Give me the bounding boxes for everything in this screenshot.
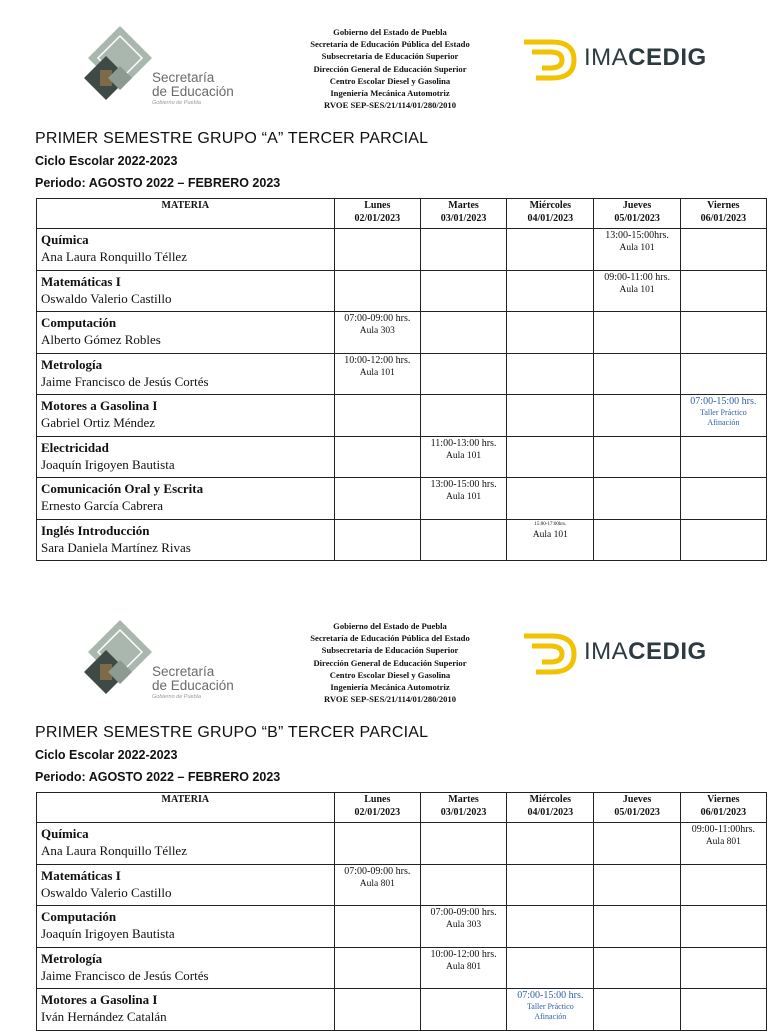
teacher-name: Iván Hernández Catalán: [41, 1009, 167, 1024]
puebla-seal-icon: [82, 620, 152, 702]
schedule-slot: [420, 519, 506, 561]
subject-cell: [37, 906, 335, 948]
subject-name: Comunicación Oral y Escrita: [41, 481, 204, 496]
subject-name: Metrología: [41, 356, 103, 372]
column-header-day: [420, 793, 506, 823]
subject-cell: [37, 229, 335, 271]
schedule-slot: [680, 436, 766, 478]
institution-line: Subsecretaría de Educación Superior: [321, 51, 459, 62]
logo-line2: de Educación: [152, 678, 234, 693]
secretaria-educacion-logo: [82, 620, 242, 706]
slot-content: [421, 906, 506, 932]
schedule-table-a: [36, 198, 767, 561]
schedule-slot: [334, 312, 420, 354]
slot-content: [594, 271, 679, 297]
logo-line1: Secretaría: [152, 664, 215, 679]
subject-name: Computación: [41, 909, 117, 924]
column-date: 05/01/2023: [614, 806, 660, 818]
schedule-slot: [420, 312, 506, 354]
subject-name: Motores a Gasolina I: [41, 398, 158, 413]
slot-room: Aula 303: [359, 326, 395, 336]
ciclo-escolar: Ciclo Escolar 2022-2023: [35, 154, 178, 168]
slot-room: Aula 801: [705, 837, 741, 847]
column-header-day: [507, 199, 594, 229]
schedule-slot: [680, 864, 766, 906]
subject-cell: [37, 823, 335, 865]
schedule-slot: [334, 270, 420, 312]
logo-tagline: Gobierno de Puebla: [152, 100, 201, 106]
table-row: [37, 229, 767, 271]
schedule-slot: [507, 312, 594, 354]
subject-name: Motores a Gasolina I: [41, 992, 158, 1007]
slot-room: Aula 101: [446, 492, 482, 502]
schedule-slot: [334, 519, 420, 561]
slot-room: Aula 101: [359, 367, 395, 378]
subject-cell: [37, 395, 335, 437]
teacher-name: Sara Daniela Martínez Rivas: [41, 539, 191, 555]
column-date: 05/01/2023: [614, 212, 660, 224]
schedule-slot: [507, 353, 594, 395]
schedule-slot: [420, 353, 506, 395]
slot-room: Aula 801: [359, 878, 395, 889]
slot-room: Taller Práctico: [526, 1002, 574, 1011]
institution-line: Centro Escolar Diesel y Gasolina: [329, 75, 451, 86]
schedule-slot: [680, 519, 766, 561]
column-header-day: [594, 793, 680, 823]
table-row: [37, 519, 767, 561]
institution-line: Dirección General de Educación Superior: [313, 63, 467, 74]
subject-cell: [37, 353, 335, 395]
schedule-slot: [594, 823, 680, 865]
table-row: [37, 395, 767, 437]
imacedig-logo: [522, 630, 712, 680]
teacher-name: Joaquín Irigoyen Bautista: [41, 926, 175, 941]
subject-name: Inglés Introducción: [41, 522, 150, 538]
slot-room: Afinación: [707, 418, 740, 427]
imacedig-mark-icon: [522, 36, 578, 84]
schedule-slot: [334, 229, 420, 271]
teacher-name: Gabriel Ortiz Méndez: [41, 415, 156, 430]
subject-name: Matemáticas I: [41, 273, 121, 289]
slot-hours: 13:00-15:00 hrs.: [430, 479, 497, 490]
slot-content: [421, 437, 506, 463]
column-header-materia: [37, 793, 335, 823]
imacedig-mark-icon: [522, 630, 578, 678]
schedule-slot: [420, 229, 506, 271]
schedule-slot: [680, 229, 766, 271]
slot-content: [421, 478, 506, 504]
subject-name: Electricidad: [41, 439, 109, 455]
secretaria-educacion-logo: [82, 26, 242, 112]
schedule-slot: [334, 436, 420, 478]
slot-room: Aula 101: [446, 450, 482, 461]
subject-cell: [37, 864, 335, 906]
periodo: Periodo: AGOSTO 2022 – FEBRERO 2023: [35, 770, 281, 784]
column-day: MATERIA: [161, 200, 210, 211]
column-day: Miércoles: [529, 200, 572, 211]
schedule-slot: [594, 436, 680, 478]
slot-hours: 10:00-12:00 hrs.: [430, 948, 497, 960]
column-header-day: [334, 793, 420, 823]
schedule-slot: [507, 270, 594, 312]
schedule-slot: [594, 312, 680, 354]
slot-content: [335, 312, 420, 338]
column-header-day: [420, 199, 506, 229]
slot-content: [681, 395, 766, 428]
institution-line: Centro Escolar Diesel y Gasolina: [329, 669, 451, 680]
slot-hours: 13:00-15:00hrs.: [605, 230, 669, 241]
institution-header: [270, 620, 510, 705]
teacher-name: Jaime Francisco de Jesús Cortés: [41, 373, 209, 389]
column-header-day: [594, 199, 680, 229]
schedule-slot: [420, 436, 506, 478]
schedule-slot: [507, 906, 594, 948]
column-day: Jueves: [622, 794, 652, 805]
schedule-slot: [420, 823, 506, 865]
table-row: [37, 353, 767, 395]
column-date: 02/01/2023: [354, 212, 401, 224]
teacher-name: Ernesto García Cabrera: [41, 498, 163, 513]
slot-hours: 07:00-09:00 hrs.: [430, 907, 497, 918]
schedule-slot: [680, 823, 766, 865]
ciclo-escolar: Ciclo Escolar 2022-2023: [35, 748, 178, 762]
institution-line: Secretaría de Educación Pública del Estado: [310, 39, 470, 50]
slot-content: [507, 989, 593, 1022]
logo-tagline: Gobierno de Puebla: [152, 694, 201, 700]
schedule-slot: [680, 947, 766, 989]
column-day: Lunes: [364, 200, 391, 211]
schedule-slot: [594, 353, 680, 395]
schedule-slot: [594, 519, 680, 561]
schedule-slot: [334, 353, 420, 395]
teacher-name: Alberto Gómez Robles: [41, 332, 161, 347]
slot-hours: 09:00-11:00hrs.: [691, 824, 755, 835]
column-day: Viernes: [707, 794, 740, 805]
schedule-slot: [420, 478, 506, 520]
table-row: [37, 864, 767, 906]
column-header-day: [507, 793, 594, 823]
imacedig-wordmark: IMACEDIG: [584, 44, 707, 71]
institution-line: Gobierno del Estado de Puebla: [333, 27, 447, 37]
schedule-slot: [594, 395, 680, 437]
schedule-slot: [507, 436, 594, 478]
logo-line2: de Educación: [152, 84, 234, 99]
schedule-slot: [507, 864, 594, 906]
schedule-slot: [507, 478, 594, 520]
subject-cell: [37, 519, 335, 561]
column-date: 03/01/2023: [440, 806, 487, 818]
subject-name: Matemáticas I: [41, 867, 121, 883]
slot-room: Afinación: [534, 1012, 567, 1021]
slot-hours: 07:00-09:00 hrs.: [344, 865, 411, 877]
schedule-slot: [334, 395, 420, 437]
schedule-slot: [507, 947, 594, 989]
schedule-slot: [680, 395, 766, 437]
slot-content: [594, 229, 679, 255]
imacedig-wordmark: IMACEDIG: [584, 638, 707, 665]
teacher-name: Oswaldo Valerio Castillo: [41, 290, 172, 306]
institution-line: Dirección General de Educación Superior: [313, 657, 467, 668]
schedule-slot: [594, 270, 680, 312]
institution-line: Gobierno del Estado de Puebla: [333, 621, 447, 631]
column-day: Jueves: [622, 200, 652, 211]
slot-content: [507, 520, 593, 542]
column-day: Martes: [448, 200, 479, 211]
schedule-slot: [334, 478, 420, 520]
subject-name: Química: [41, 232, 89, 247]
schedule-table-b: [36, 792, 767, 1031]
column-header-day: [680, 793, 766, 823]
slot-hours: 07:00-09:00 hrs.: [344, 313, 411, 324]
schedule-slot: [594, 864, 680, 906]
subject-cell: [37, 270, 335, 312]
subject-cell: [37, 478, 335, 520]
column-day: Lunes: [364, 794, 391, 805]
slot-hours: 11:00-13:00 hrs.: [430, 437, 497, 449]
institution-line: Ingeniería Mecánica Automotriz: [330, 88, 450, 99]
institution-line: Subsecretaría de Educación Superior: [321, 645, 459, 656]
header-row: [37, 199, 767, 229]
slot-hours: 10:00-12:00 hrs.: [344, 354, 411, 366]
column-day: Viernes: [707, 200, 740, 211]
schedule-slot: [334, 906, 420, 948]
logo-line1: Secretaría: [152, 70, 215, 85]
header-row: [37, 793, 767, 823]
institution-line: Secretaría de Educación Pública del Estado: [310, 633, 470, 644]
teacher-name: Ana Laura Ronquillo Téllez: [41, 843, 187, 858]
table-row: [37, 312, 767, 354]
slot-hours: 07:00-15:00 hrs.: [517, 990, 584, 1001]
column-date: 06/01/2023: [700, 212, 747, 224]
table-row: [37, 270, 767, 312]
group-title: PRIMER SEMESTRE GRUPO “A” TERCER PARCIAL: [35, 130, 429, 147]
column-day: Martes: [448, 794, 479, 805]
imacedig-logo: [522, 36, 712, 86]
slot-room: Taller Práctico: [699, 408, 747, 417]
schedule-slot: [507, 229, 594, 271]
column-date: 06/01/2023: [700, 806, 747, 818]
puebla-seal-icon: [82, 26, 152, 108]
schedule-slot: [680, 353, 766, 395]
teacher-name: Joaquín Irigoyen Bautista: [41, 456, 175, 472]
slot-hours: 15:00-17:00hrs.: [534, 521, 567, 527]
slot-hours: 09:00-11:00 hrs.: [604, 271, 670, 283]
teacher-name: Oswaldo Valerio Castillo: [41, 884, 172, 900]
schedule-slot: [507, 519, 594, 561]
slot-room: Aula 101: [619, 284, 655, 295]
schedule-slot: [420, 906, 506, 948]
subject-cell: [37, 436, 335, 478]
table-row: [37, 478, 767, 520]
subject-name: Computación: [41, 315, 117, 330]
schedule-slot: [680, 478, 766, 520]
table-row: [37, 436, 767, 478]
column-day: MATERIA: [161, 794, 210, 805]
slot-room: Aula 101: [532, 529, 568, 540]
institution-header: [270, 26, 510, 111]
schedule-slot: [420, 864, 506, 906]
schedule-slot: [594, 229, 680, 271]
subject-cell: [37, 312, 335, 354]
column-header-day: [680, 199, 766, 229]
column-date: 04/01/2023: [527, 806, 574, 818]
slot-room: Aula 101: [619, 243, 655, 253]
schedule-slot: [594, 947, 680, 989]
group-title: PRIMER SEMESTRE GRUPO “B” TERCER PARCIAL: [35, 724, 429, 741]
schedule-slot: [594, 478, 680, 520]
table-row: [37, 947, 767, 989]
schedule-slot: [680, 270, 766, 312]
column-header-materia: [37, 199, 335, 229]
subject-name: Química: [41, 826, 89, 841]
slot-room: Aula 303: [446, 920, 482, 930]
schedule-slot: [680, 312, 766, 354]
slot-content: [421, 948, 506, 974]
slot-content: [335, 865, 420, 891]
schedule-slot: [507, 395, 594, 437]
slot-hours: 07:00-15:00 hrs.: [690, 396, 757, 407]
schedule-slot: [420, 395, 506, 437]
column-date: 03/01/2023: [440, 212, 487, 224]
column-date: 04/01/2023: [527, 212, 574, 224]
column-header-day: [334, 199, 420, 229]
subject-cell: [37, 947, 335, 989]
slot-content: [335, 354, 420, 380]
schedule-slot: [507, 823, 594, 865]
institution-line: RVOE SEP-SES/21/114/01/280/2010: [323, 100, 457, 111]
schedule-slot: [420, 947, 506, 989]
schedule-slot: [334, 947, 420, 989]
table-row: [37, 823, 767, 865]
teacher-name: Jaime Francisco de Jesús Cortés: [41, 967, 209, 983]
schedule-slot: [334, 864, 420, 906]
column-day: Miércoles: [529, 794, 572, 805]
schedule-slot: [680, 906, 766, 948]
subject-name: Metrología: [41, 950, 103, 966]
institution-line: Ingeniería Mecánica Automotriz: [330, 682, 450, 693]
periodo: Periodo: AGOSTO 2022 – FEBRERO 2023: [35, 176, 281, 190]
teacher-name: Ana Laura Ronquillo Téllez: [41, 249, 187, 264]
schedule-slot: [420, 270, 506, 312]
schedule-slot: [594, 906, 680, 948]
slot-room: Aula 801: [446, 961, 482, 972]
slot-content: [681, 823, 766, 849]
table-row: [37, 906, 767, 948]
institution-line: RVOE SEP-SES/21/114/01/280/2010: [323, 694, 457, 705]
schedule-slot: [334, 823, 420, 865]
column-date: 02/01/2023: [354, 806, 401, 818]
